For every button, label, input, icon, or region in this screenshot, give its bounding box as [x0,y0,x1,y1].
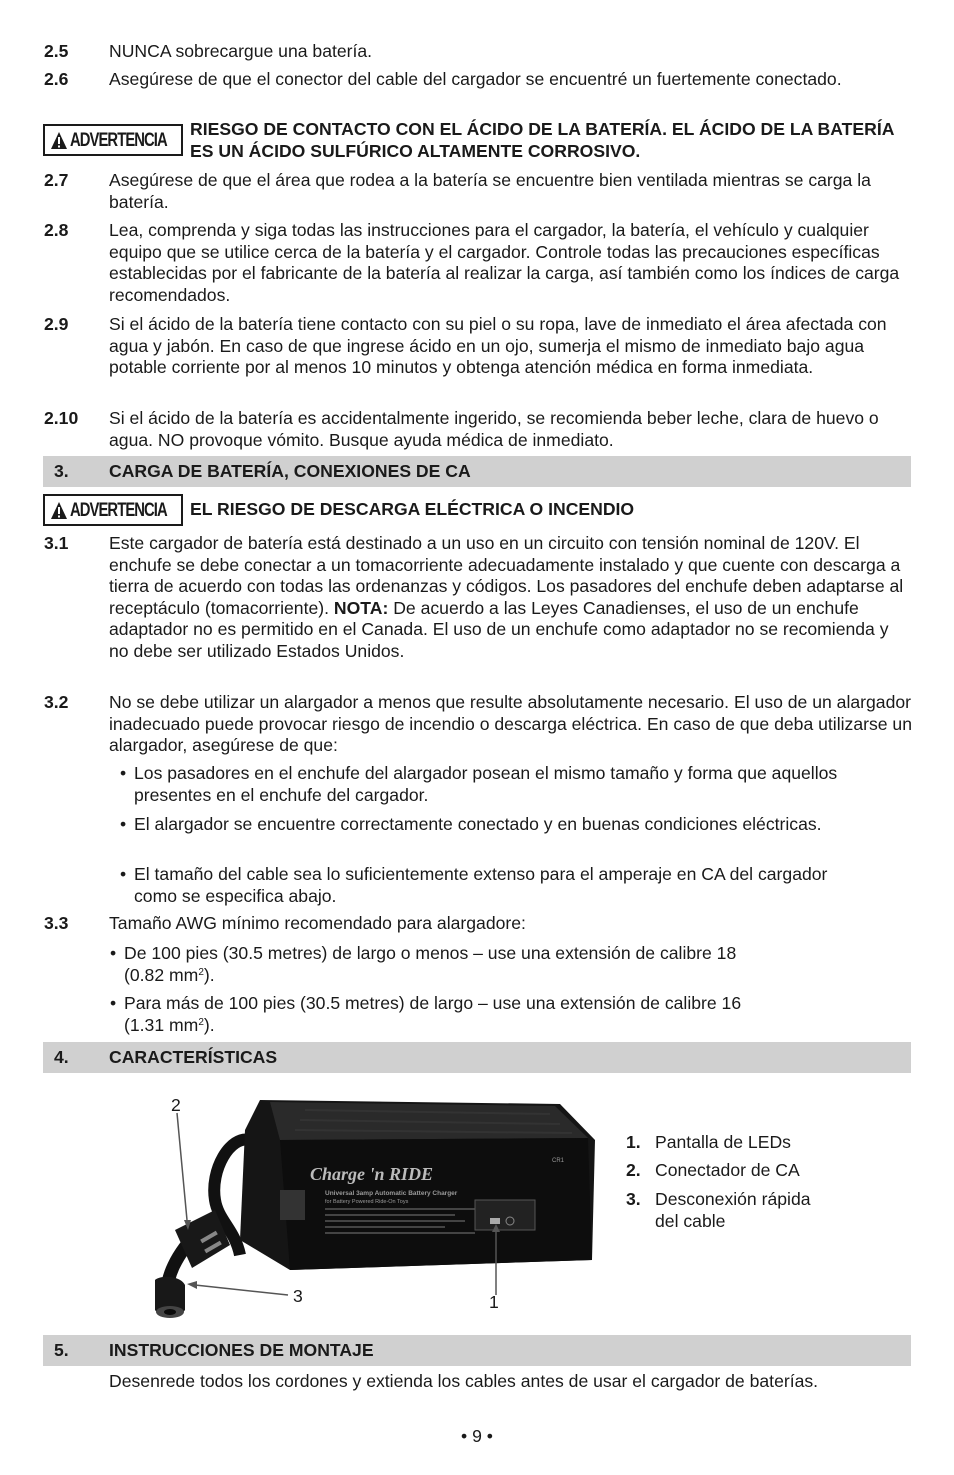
figure-legend [626,1132,866,1232]
item-number: 2.8 [44,220,69,240]
warning-label: ADVERTENCIA [70,130,167,151]
list-item [44,220,912,308]
item-text: Tamaño AWG mínimo recomendado para alargadore: [109,913,526,933]
section-number: 3. [54,461,69,481]
item-text [109,533,912,663]
list-item [44,533,912,687]
item-number: 3.3 [44,913,69,933]
product-line1: Universal 3amp Automatic Battery Charger [325,1190,458,1197]
item-number: 2.6 [44,69,69,89]
section-title: CARGA DE BATERÍA, CONEXIONES DE CA [109,461,471,481]
section-number: 4. [54,1047,69,1067]
legend-text: Desconexión rápida del cable [655,1189,811,1231]
item-text: Si el ácido de la batería es accidentalmente ingerido, se recomienda beber leche, clara de huevo o agua. NO provoque vómito. Busque ayuda médica de inmediato. [109,408,879,450]
section-text: Desenrede todos los cordones y extienda los cables antes de usar el cargador de baterías. [109,1371,819,1391]
list-item [44,170,912,214]
legend-number: 2. [626,1160,641,1180]
product-line2: for Battery Powered Ride-On Toys [325,1199,409,1205]
list-item [44,314,912,402]
bullet-text: Los pasadores en el enchufe del alargador posean el mismo tamaño y forma que aquellos presentes en el enchufe del cargador. [134,763,838,805]
warning-label: ADVERTENCIA [70,500,167,521]
callout-number: 3 [293,1286,303,1306]
item-text: Asegúrese de que el área que rodea a la batería se encuentre bien ventilada mientras se carga la batería. [109,170,871,212]
item-number: 3.1 [44,533,69,553]
page-number: • 9 • [461,1426,493,1446]
callout-number: 2 [171,1095,181,1115]
legend-number: 1. [626,1132,641,1152]
item-text: NUNCA sobrecargue una batería. [109,41,373,61]
model-text: CR1 [552,1158,565,1164]
bullet-text: Para más de 100 pies (30.5 metres) de largo – use una extensión de calibre 16 (1.31 $mm^2$). [124,993,742,1035]
list-item [44,913,912,935]
bullet-text: El tamaño del cable sea lo suficientemente extenso para el amperaje en CA del cargador como se especifica abajo. [134,864,828,906]
item-number: 2.5 [44,41,69,61]
list-item [44,41,912,63]
section-number: 5. [54,1340,69,1360]
item-number: 3.2 [44,692,69,712]
bullet-item: • Para más de 100 pies (30.5 metres) de largo – use una extensión de calibre 16 (1.31 $mm^2$). [110,993,890,1037]
item-text: No se debe utilizar un alargador a menos que resulte absolutamente necesario. El uso de un alargador inadecuado puede provocar riesgo de incendio o descarga eléctrica. En caso de que deba utilizarse un alargador, asegúrese de que: [109,692,913,756]
warning-badge [43,494,183,526]
item-number: 2.10 [44,408,79,428]
list-item [44,408,912,452]
charger-illustration [140,1080,610,1330]
callout-number: 1 [489,1292,499,1312]
item-text: Si el ácido de la batería tiene contacto con su piel o su ropa, lave de inmediato el área afectada con agua y jabón. En caso de que ingrese ácido en un ojo, sumerja el mismo de inmediato bajo agua potable corriente por al menos 10 minutos y obtenga atención médica en forma inmediata. [109,314,887,378]
list-item [44,692,912,758]
section-title: CARACTERÍSTICAS [109,1047,278,1067]
item-number: 2.7 [44,170,69,190]
brand-text: Charge 'n RIDE [310,1164,434,1184]
warning-triangle-icon [50,501,68,520]
bullet-item: • De 100 pies (30.5 metres) de largo o menos – use una extensión de calibre 18 (0.82 $mm^2$). [110,943,890,987]
bullet-text: De 100 pies (30.5 metres) de largo o menos – use una extensión de calibre 18 (0.82 $mm^2$). [124,943,737,985]
nota-label: NOTA: [333,597,389,618]
legend-text: Pantalla de LEDs [655,1132,791,1152]
legend-text: Conectador de CA [655,1160,800,1180]
bullet-item: • El tamaño del cable sea lo suficientemente extenso para el amperaje en CA del cargador como se especifica abajo. [120,864,880,908]
warning-badge [43,124,183,156]
warning-text: RIESGO DE CONTACTO CON EL ÁCIDO DE LA BATERÍA. EL ÁCIDO DE LA BATERÍA ES UN ÁCIDO SULFÚRICO ALTAMENTE CORROSIVO. [190,119,894,161]
item-text: Lea, comprenda y siga todas las instrucciones para el cargador, la batería, el vehículo y cualquier equipo que se utilice cerca de la batería y el cargador. Controle todas las precauciones específicas establecidas por el fabricante de la batería al realizar la carga, así también como los índices de carga recomendados. [109,220,900,305]
bullet-item: • El alargador se encuentre correctamente conectado y en buenas condiciones eléctricas. [120,814,880,858]
warning-text: EL RIESGO DE DESCARGA ELÉCTRICA O INCENDIO [190,499,635,519]
legend-number: 3. [626,1189,641,1209]
item-text-part: Este cargador de batería está destinado a un uso en un circuito con tensión nominal de 120V. El enchufe se debe conectar a un tomacorriente adecuadamente instalado y que cuente con descarga a tierra de acuerdo con todas las ordenanzas y códigos. Los pasadores del enchufe deben adaptarse al receptáculo (tomacorriente). [109,533,904,618]
item-text-part: De acuerdo a las Leyes Canadienses, el uso de un enchufe adaptador no es permitido en el Canada. El uso de un enchufe como adaptador no se recomienda y no debe ser utilizado Estados Unidos. [109,597,889,661]
section-header [43,456,911,487]
section-title: INSTRUCCIONES DE MONTAJE [109,1340,374,1360]
warning-triangle-icon [50,131,68,150]
bullet-item: • Los pasadores en el enchufe del alargador posean el mismo tamaño y forma que aquellos presentes en el enchufe del cargador. [120,763,880,807]
list-item [44,69,912,113]
bullet-text: El alargador se encuentre correctamente conectado y en buenas condiciones eléctricas. [134,814,822,834]
section-header [43,1335,911,1366]
item-number: 2.9 [44,314,69,334]
section-header [43,1042,911,1073]
item-text: Asegúrese de que el conector del cable del cargador se encuentré un fuertemente conectado. [109,69,842,89]
